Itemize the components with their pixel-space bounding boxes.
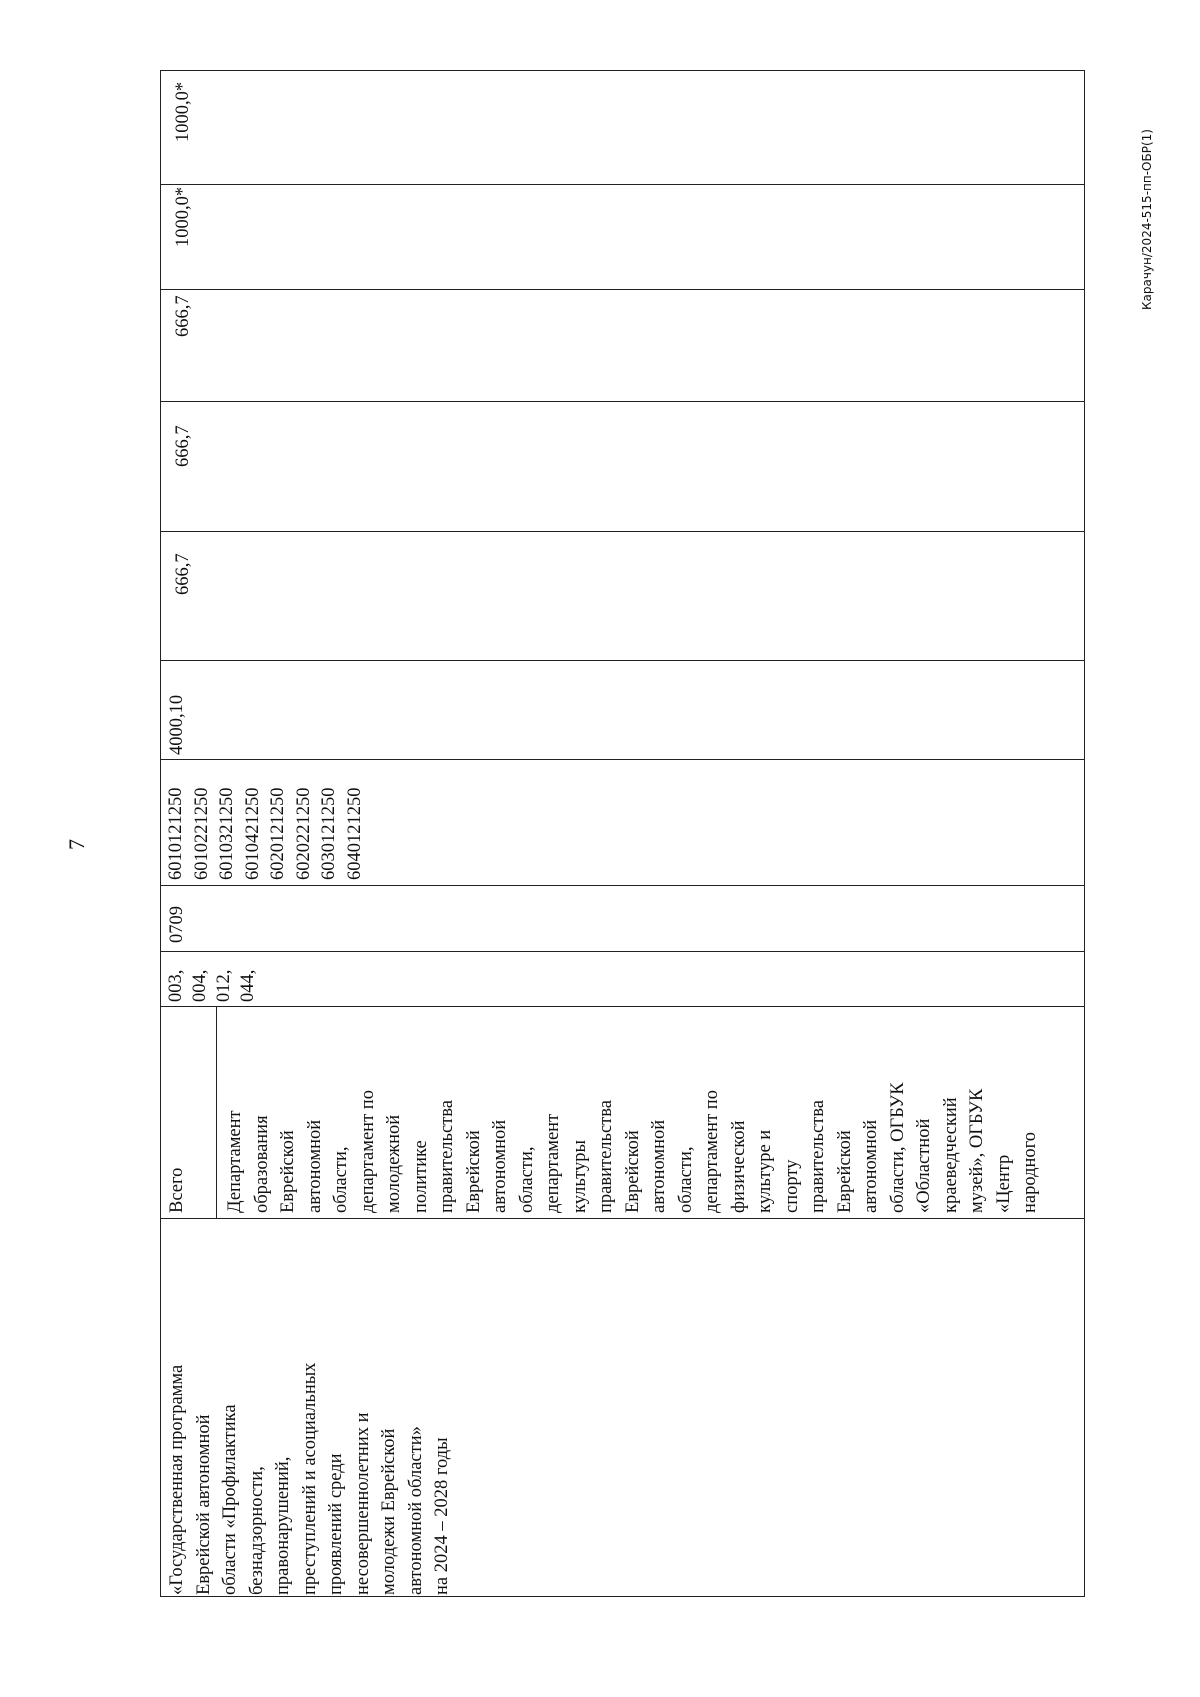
grbs-codes-cell: 003, 004, 012, 044,	[166, 969, 258, 1002]
section-code-cell: 0709	[167, 906, 187, 943]
column-divider	[160, 531, 1085, 532]
column-divider	[160, 1006, 1085, 1007]
column-divider	[160, 184, 1085, 185]
row-divider	[216, 1007, 217, 1219]
year-value-2024: 666,7	[173, 553, 193, 595]
total-amount-cell: 4000,10	[167, 694, 187, 755]
column-divider	[160, 951, 1085, 952]
column-divider	[160, 660, 1085, 661]
column-divider	[160, 289, 1085, 290]
document-code-footer: Карачун/2024-515-пп-ОБР(1)	[1140, 129, 1154, 310]
budget-table	[160, 70, 1085, 1597]
year-value-2025: 666,7	[173, 425, 193, 467]
year-value-2027: 1000,0*	[173, 186, 193, 247]
year-value-2028: 1000,0*	[173, 81, 193, 142]
executors-cell: Департамент образования Еврейской автономной области, департамент по молодежной политике правительства Еврейской автономной области, департамент культуры правительства Еврейской автономной области, департамент по физической культуре и спорту правительства Еврейской автономной области, ОГБУК «Областной краеведческий музей», ОГБУК «Центр народного	[225, 1082, 1040, 1213]
total-label-cell: Всего	[167, 1167, 187, 1213]
column-divider	[160, 401, 1085, 402]
year-value-2026: 666,7	[173, 295, 193, 337]
column-divider	[160, 759, 1085, 760]
target-articles-cell: 6010121250 6010221250 6010321250 6010421250 6020121250 6020221250 6030121250 6040121250	[166, 787, 365, 880]
column-divider	[160, 885, 1085, 886]
program-title-cell: «Государственная программа Еврейской автономной области «Профилактика безнадзорности, правонарушений, преступлений и асоциальных проявлений среди несовершеннолетних и молодежи Еврейской автономной области» на 2024 – 2028 годы	[167, 1362, 452, 1595]
column-divider	[160, 1218, 1085, 1219]
page-number: 7	[64, 839, 89, 850]
